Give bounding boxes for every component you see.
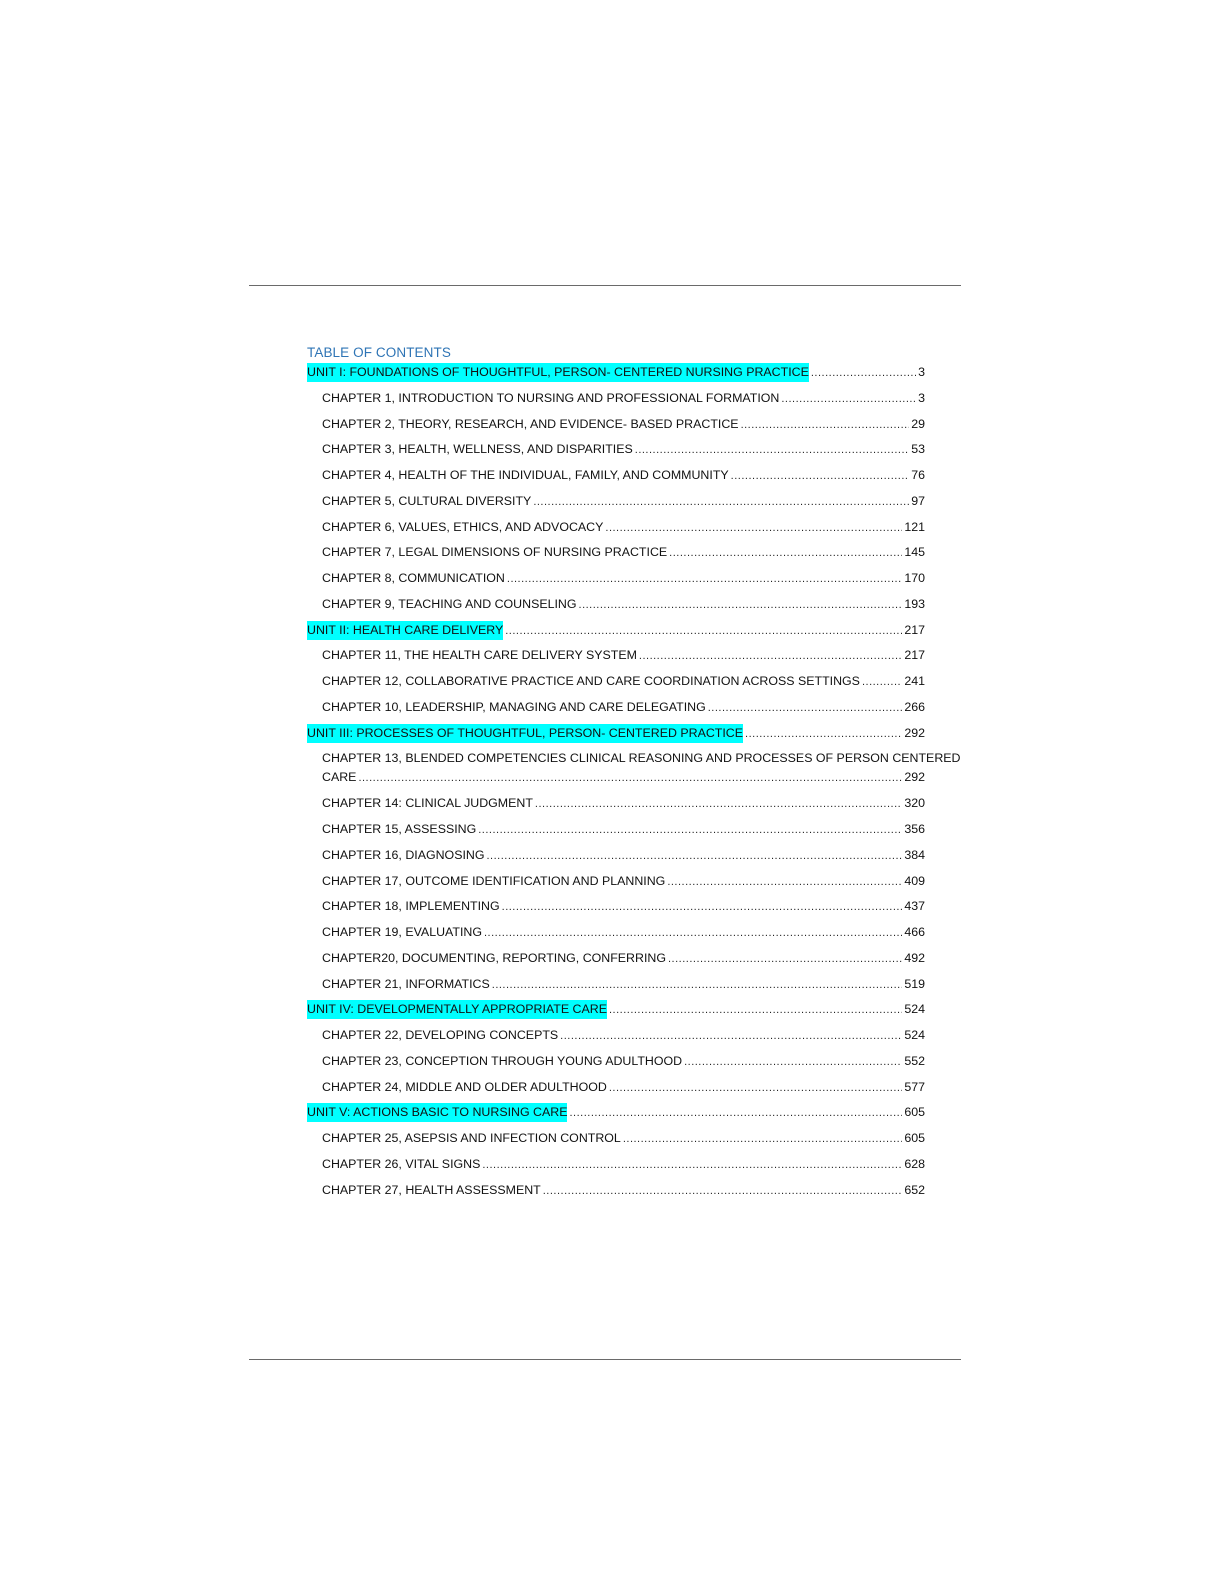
- toc-entry-label: UNIT V: ACTIONS BASIC TO NURSING CARE: [307, 1103, 567, 1122]
- table-of-contents: [307, 344, 961, 1206]
- toc-dot-leader: [605, 519, 902, 538]
- toc-page-number: 193: [904, 596, 925, 611]
- toc-page-number: 384: [904, 847, 925, 862]
- toc-page-number: 121: [904, 519, 925, 534]
- toc-page-number: 466: [904, 925, 925, 939]
- toc-entry-list: [307, 363, 961, 1200]
- toc-dot-leader: [635, 441, 909, 460]
- toc-entry-label: CHAPTER 17, OUTCOME IDENTIFICATION AND PLANNING: [322, 873, 666, 888]
- toc-dot-leader: [533, 493, 909, 512]
- toc-dot-leader: [579, 596, 903, 615]
- toc-page-number: 217: [904, 622, 925, 637]
- toc-entry-label: CHAPTER 24, MIDDLE AND OLDER ADULTHOOD: [322, 1079, 607, 1094]
- toc-entry-label: CHAPTER 13, BLENDED COMPETENCIES CLINICAL REASONING AND PROCESSES OF PERSON CENTERED: [322, 751, 961, 766]
- toc-dot-leader: [811, 364, 916, 383]
- toc-title: TABLE OF CONTENTS: [307, 345, 451, 360]
- footer-rule: [249, 1359, 961, 1360]
- toc-unit-entry[interactable]: [307, 621, 925, 640]
- toc-dot-leader: [667, 873, 902, 892]
- toc-dot-leader: [639, 647, 902, 666]
- toc-chapter-entry[interactable]: [307, 389, 925, 408]
- toc-entry-label: CHAPTER 26, VITAL SIGNS: [322, 1156, 481, 1171]
- toc-entry-label: CHAPTER 22, DEVELOPING CONCEPTS: [322, 1028, 559, 1042]
- toc-dot-leader: [482, 1156, 902, 1175]
- toc-entry-label: CHAPTER 19, EVALUATING: [322, 925, 482, 939]
- toc-page-number: 492: [904, 950, 925, 965]
- toc-chapter-entry[interactable]: [307, 749, 961, 787]
- toc-chapter-entry[interactable]: [307, 466, 925, 485]
- toc-page-number: 76: [911, 468, 925, 482]
- toc-entry-label: CHAPTER 21, INFORMATICS: [322, 976, 490, 991]
- toc-page-number: 577: [904, 1079, 925, 1094]
- toc-chapter-entry[interactable]: [307, 923, 925, 942]
- toc-entry-label: CHAPTER 5, CULTURAL DIVERSITY: [322, 493, 532, 508]
- toc-dot-leader: [745, 725, 902, 744]
- toc-entry-label: CHAPTER 25, ASEPSIS AND INFECTION CONTROL: [322, 1131, 621, 1145]
- toc-chapter-entry[interactable]: [307, 975, 925, 994]
- toc-chapter-entry[interactable]: [307, 440, 925, 459]
- toc-chapter-entry[interactable]: [307, 794, 925, 813]
- toc-chapter-entry[interactable]: [307, 1078, 925, 1097]
- toc-page-number: 266: [904, 699, 925, 714]
- toc-unit-entry[interactable]: [307, 1103, 925, 1122]
- toc-dot-leader: [502, 898, 903, 917]
- toc-chapter-entry[interactable]: [307, 1181, 925, 1200]
- toc-dot-leader: [507, 570, 902, 589]
- toc-entry-label: UNIT III: PROCESSES OF THOUGHTFUL, PERSON- CENTERED PRACTICE: [307, 724, 743, 743]
- toc-entry-label: CHAPTER 16, DIAGNOSING: [322, 847, 485, 862]
- toc-unit-entry[interactable]: [307, 724, 925, 743]
- toc-dot-leader: [484, 924, 902, 943]
- toc-chapter-entry[interactable]: [307, 1052, 925, 1071]
- toc-entry-label: CHAPTER 3, HEALTH, WELLNESS, AND DISPARITIES: [322, 442, 633, 457]
- toc-dot-leader: [505, 622, 902, 641]
- toc-entry-label: CHAPTER 6, VALUES, ETHICS, AND ADVOCACY: [322, 519, 604, 534]
- toc-page-number: 217: [904, 648, 925, 663]
- toc-entry-label: CHAPTER 18, IMPLEMENTING: [322, 899, 500, 914]
- toc-entry-label: CHAPTER 2, THEORY, RESEARCH, AND EVIDENCE- BASED PRACTICE: [322, 416, 739, 431]
- toc-chapter-entry[interactable]: [307, 672, 925, 691]
- toc-dot-leader: [684, 1053, 902, 1072]
- toc-entry-label: CHAPTER 7, LEGAL DIMENSIONS OF NURSING PRACTICE: [322, 545, 668, 560]
- toc-dot-leader: [623, 1130, 902, 1149]
- toc-page-number: 409: [904, 873, 925, 888]
- toc-chapter-entry[interactable]: [307, 646, 925, 665]
- toc-dot-leader: [741, 416, 910, 435]
- toc-chapter-entry[interactable]: [307, 518, 925, 537]
- toc-chapter-entry[interactable]: [307, 569, 925, 588]
- toc-dot-leader: [731, 467, 910, 486]
- toc-page-number: 145: [904, 545, 925, 560]
- toc-page-number: 3: [918, 365, 925, 379]
- toc-page-number: 292: [904, 725, 925, 740]
- toc-dot-leader: [560, 1027, 902, 1046]
- toc-chapter-entry[interactable]: [307, 949, 925, 968]
- toc-dot-leader: [862, 673, 902, 692]
- toc-page-number: 292: [904, 770, 925, 785]
- toc-page-number: 605: [904, 1105, 925, 1120]
- toc-page-number: 524: [904, 1002, 925, 1017]
- toc-chapter-entry[interactable]: [307, 872, 925, 891]
- toc-entry-label: CHAPTER 23, CONCEPTION THROUGH YOUNG ADULTHOOD: [322, 1053, 683, 1068]
- toc-chapter-entry[interactable]: [307, 698, 925, 717]
- toc-page-number: 29: [911, 416, 925, 431]
- toc-page-number: 3: [918, 390, 925, 405]
- toc-dot-leader: [358, 769, 902, 788]
- toc-page-number: 320: [904, 796, 925, 811]
- header-rule: [249, 285, 961, 286]
- toc-page-number: 605: [904, 1131, 925, 1145]
- toc-entry-label: CHAPTER 15, ASSESSING: [322, 822, 477, 836]
- toc-chapter-entry[interactable]: [307, 1129, 925, 1148]
- toc-chapter-entry[interactable]: [307, 897, 925, 916]
- toc-entry-label: UNIT IV: DEVELOPMENTALLY APPROPRIATE CARE: [307, 1000, 607, 1019]
- toc-chapter-entry[interactable]: [307, 1155, 925, 1174]
- toc-entry-label: UNIT I: FOUNDATIONS OF THOUGHTFUL, PERSON- CENTERED NURSING PRACTICE: [307, 363, 809, 382]
- toc-entry-label: CHAPTER 27, HEALTH ASSESSMENT: [322, 1182, 541, 1197]
- toc-unit-entry[interactable]: [307, 363, 925, 382]
- toc-page-number: 170: [904, 571, 925, 585]
- toc-page-number: 552: [904, 1053, 925, 1068]
- toc-entry-label: CHAPTER 9, TEACHING AND COUNSELING: [322, 596, 577, 611]
- toc-chapter-entry[interactable]: [307, 846, 925, 865]
- toc-chapter-entry[interactable]: [307, 1026, 925, 1045]
- toc-dot-leader: [708, 699, 903, 718]
- toc-entry-label: CHAPTER 10, LEADERSHIP, MANAGING AND CARE DELEGATING: [322, 699, 706, 714]
- toc-chapter-entry[interactable]: [307, 415, 925, 434]
- toc-page-number: 652: [904, 1182, 925, 1197]
- toc-dot-leader: [609, 1079, 902, 1098]
- toc-dot-leader: [569, 1104, 902, 1123]
- toc-page-number: 356: [904, 822, 925, 836]
- toc-entry-label: CHAPTER 1, INTRODUCTION TO NURSING AND PROFESSIONAL FORMATION: [322, 390, 780, 405]
- toc-page-number: 628: [904, 1156, 925, 1171]
- toc-entry-label: CHAPTER 8, COMMUNICATION: [322, 571, 505, 585]
- toc-dot-leader: [781, 390, 916, 409]
- toc-entry-label: CHAPTER 4, HEALTH OF THE INDIVIDUAL, FAMILY, AND COMMUNITY: [322, 468, 729, 482]
- toc-dot-leader: [668, 950, 902, 969]
- toc-page-number: 524: [904, 1028, 925, 1042]
- toc-dot-leader: [487, 847, 903, 866]
- toc-entry-label: CHAPTER 12, COLLABORATIVE PRACTICE AND CARE COORDINATION ACROSS SETTINGS: [322, 674, 860, 688]
- toc-page-number: 437: [904, 899, 925, 914]
- toc-page-number: 519: [904, 976, 925, 991]
- toc-entry-label: CHAPTER 14: CLINICAL JUDGMENT: [322, 796, 533, 811]
- toc-dot-leader: [535, 795, 902, 814]
- toc-dot-leader: [669, 544, 902, 563]
- toc-chapter-entry[interactable]: [307, 595, 925, 614]
- toc-entry-label-continued: CARE: [322, 770, 357, 785]
- toc-dot-leader: [609, 1001, 902, 1020]
- toc-page-number: 53: [911, 442, 925, 457]
- toc-page-number: 97: [911, 493, 925, 508]
- toc-entry-label: CHAPTER 11, THE HEALTH CARE DELIVERY SYSTEM: [322, 648, 637, 663]
- toc-chapter-entry[interactable]: [307, 820, 925, 839]
- toc-chapter-entry[interactable]: [307, 543, 925, 562]
- toc-entry-label: CHAPTER20, DOCUMENTING, REPORTING, CONFERRING: [322, 950, 666, 965]
- toc-dot-leader: [543, 1182, 903, 1201]
- toc-dot-leader: [492, 976, 903, 995]
- toc-chapter-entry[interactable]: [307, 492, 925, 511]
- toc-dot-leader: [478, 821, 902, 840]
- toc-entry-label: UNIT II: HEALTH CARE DELIVERY: [307, 621, 503, 640]
- toc-page-number: 241: [904, 674, 925, 688]
- toc-unit-entry[interactable]: [307, 1000, 925, 1019]
